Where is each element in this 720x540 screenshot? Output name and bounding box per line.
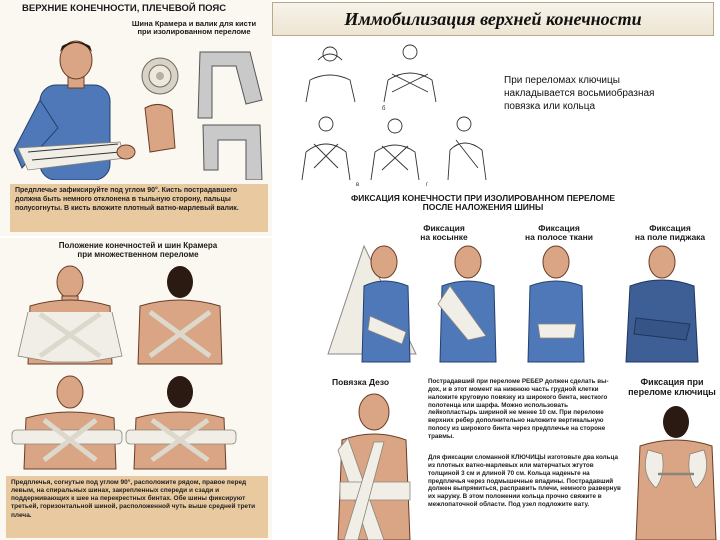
- sketch-letter-b: б: [382, 106, 386, 112]
- page-title: Иммобилизация верхней конечности: [344, 8, 642, 29]
- note-block: [504, 74, 716, 120]
- note-line-1: При переломах ключицы: [504, 75, 620, 86]
- mid-heading-line-1: Положение конечностей и шин Крамера: [58, 241, 218, 250]
- panel-mid-left-caption: Предплечья, согнутые под углом 90°, расположите рядом, правое перед левым, на спиральных шинах, закрепленных спереди и сзади и поддерживающих к шее на перекрестных бинтах. Обе шины фиксируют третьей, горизонтальной шиной, расположенной чуть выше средней трети плеча.: [6, 476, 268, 538]
- panel-mid-left: [0, 238, 272, 540]
- panel-right: [318, 192, 720, 540]
- deso-bandage-illustration: [324, 390, 424, 540]
- clavicle-bandage-sketches: [300, 40, 496, 190]
- clavicle-text: Для фиксации сломанной КЛЮЧИЦЫ изготовьте два кольца из плотных ватно-марлевых или матерчатых жгутов толщиной 3 см и длиной 70 см. Кольца наденьте на предплечья через подмышечные впадины. Пострадавший должен выпрямиться, расправить плечи, немного развернув их наружу. В этом положении кольца прочно свяжите в межлопаточной области. Под узел подложите вату.: [428, 454, 621, 509]
- col1-line-1: Фиксация: [423, 223, 465, 233]
- col3-line-1: Фиксация: [649, 223, 691, 233]
- multiple-fracture-illustration: [0, 264, 272, 474]
- col3-line-2: на поле пиджака: [634, 232, 706, 243]
- fixation-illustrations: [318, 244, 720, 364]
- deso-label: Повязка Дезо: [332, 377, 390, 387]
- col2-line-1: Фиксация: [538, 223, 580, 233]
- panel-top-left-heading: ВЕРХНИЕ КОНЕЧНОСТИ, ПЛЕЧЕВОЙ ПОЯС: [22, 3, 227, 14]
- right-heading-line-1: ФИКСАЦИЯ КОНЕЧНОСТИ ПРИ ИЗОЛИРОВАННОМ ПЕРЕЛОМЕ: [350, 193, 616, 203]
- col1-line-2: на косынке: [420, 232, 468, 243]
- ribs-text: Пострадавший при переломе РЕБЕР должен сделать вы-дох, и в этот момент на нижнюю часть грудной клетки наложите круговую повязку из широкого бинта, жесткого полотенца или шарфа. Можно использовать лейкопластырь шириной не менее 10 см. При переломе верхних ребер дополнительно наложите вертикальную полосу из широкого бинта через предплечье на стороне травмы.: [428, 378, 609, 441]
- panel-top-left-caption: Предплечье зафиксируйте под углом 90°. Кисть пострадавшего должна быть немного отклонена в тыльную сторону, пальцы полусогнуты. В кисть вложите плотный ватно-марлевый валик.: [10, 184, 268, 232]
- clavicle-label-line-2: переломе ключицы: [628, 386, 716, 397]
- note-line-3: повязка или кольца: [504, 101, 596, 112]
- col2-line-2: на полосе ткани: [524, 232, 594, 243]
- note-line-2: накладывается восьмиобразная: [504, 88, 655, 99]
- subheading-line-1: Шина Крамера и валик для кисти: [131, 19, 257, 28]
- panel-mid-left-heading: [18, 242, 258, 260]
- clavicle-label-line-1: Фиксация при: [640, 377, 704, 387]
- panel-top-left: [0, 0, 272, 236]
- column-label-1: [404, 224, 484, 243]
- panel-right-heading: [318, 194, 648, 213]
- column-label-2: [514, 224, 604, 243]
- sketch-letter-v: в: [356, 182, 360, 188]
- clavicle-label: [624, 378, 720, 398]
- column-label-3: [624, 224, 716, 243]
- clavicle-rings-illustration: [632, 404, 720, 540]
- right-heading-line-2: ПОСЛЕ НАЛОЖЕНИЯ ШИНЫ: [422, 202, 544, 213]
- sketch-letter-g: г: [426, 182, 429, 188]
- title-banner: [272, 2, 714, 36]
- splinted-arm-illustration: [0, 27, 272, 180]
- mid-heading-line-2: при множественном переломе: [77, 249, 199, 259]
- subheading-line-2: при изолированном переломе: [137, 27, 251, 37]
